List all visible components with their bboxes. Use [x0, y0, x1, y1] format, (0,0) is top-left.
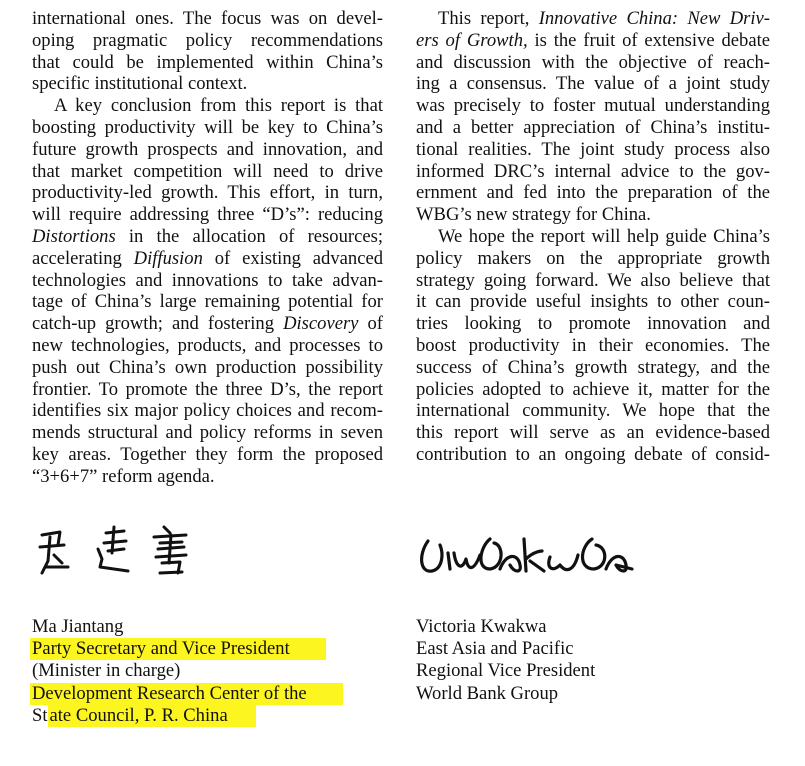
signatory-title: Regional Vice President: [416, 660, 596, 682]
text-line: productivity-led growth. This effort, in turn,: [32, 182, 383, 204]
text-line: and discussion with the objective of reach-: [416, 51, 770, 73]
left-paragraph-1: [32, 8, 383, 95]
italic-term: Discovery: [283, 313, 359, 335]
text-line: tries looking to promote innovation and: [416, 313, 770, 335]
signatory-name: Victoria Kwakwa: [416, 616, 547, 637]
text-line: that market competition will need to drive: [32, 160, 383, 182]
text-line: and a better appreciation of China’s institu-: [416, 116, 770, 138]
left-paragraph-2: [32, 95, 383, 487]
text-line: “3+6+7” reform agenda.: [32, 465, 215, 487]
text-line: that could be implemented within China’s: [32, 51, 383, 73]
text-fragment: is the fruit of extensive debate: [527, 29, 770, 51]
italic-term: Distortions: [32, 225, 116, 247]
text-fragment: of existing advanced: [202, 247, 383, 269]
text-line: tional realities. The joint study process also: [416, 138, 770, 160]
text-line: ernment and fed into the preparation of the: [416, 182, 770, 204]
right-paragraph-1: [416, 8, 770, 226]
text-line: ing a consensus. The value of a joint study: [416, 73, 770, 95]
text-fragment: in the allocation of resources;: [115, 225, 383, 247]
text-line: [32, 248, 383, 270]
text-line: success of China’s growth strategy, and the: [416, 356, 770, 378]
text-line: strategy going forward. We also believe that: [416, 269, 770, 291]
left-text-column: [32, 8, 383, 488]
text-line: international community. We hope that the: [416, 400, 770, 422]
signatory-title-line: [32, 638, 343, 660]
signatory-drc: [32, 616, 343, 727]
text-fragment: This report,: [438, 8, 539, 29]
text-line: A key conclusion from this report is that: [54, 95, 383, 117]
text-line: new technologies, products, and processes to: [32, 334, 383, 356]
text-line: WBG’s new strategy for China.: [416, 204, 651, 226]
text-line: [416, 8, 770, 30]
signatory-org-line: [32, 705, 343, 727]
text-line: boosting productivity will be key to China’s: [32, 116, 383, 138]
right-paragraph-2: [416, 226, 770, 466]
text-line: this report will serve as an evidence-based: [416, 422, 770, 444]
text-line: oping pragmatic policy recommendations: [32, 29, 383, 51]
text-fragment: of: [358, 313, 383, 335]
chinese-signature-image: [28, 515, 198, 585]
text-fragment: catch-up growth; and fostering: [32, 313, 284, 335]
text-line: contribution to an ongoing debate of consid-: [416, 443, 770, 465]
text-line: boost productivity in their economies. The: [416, 334, 770, 356]
text-line: push out China’s own production possibility: [32, 356, 383, 378]
text-line: key areas. Together they form the proposed: [32, 443, 383, 465]
text-line: will require addressing three “D’s”: reducing: [32, 204, 383, 226]
text-line: it can provide useful insights to other coun-: [416, 291, 770, 313]
text-line: mends structural and policy reforms in seven: [32, 422, 383, 444]
italic-term: Diffusion: [133, 247, 203, 269]
text-line: [32, 226, 383, 248]
text-line: policies adopted to achieve it, matter for the: [416, 378, 770, 400]
signatory-note: (Minister in charge): [32, 660, 181, 682]
signatory-org-line: [32, 683, 343, 705]
text-line: was precisely to foster mutual understanding: [416, 95, 770, 117]
text-line: identifies six major policy choices and recom-: [32, 400, 383, 422]
text-line: [32, 313, 383, 335]
text-line: [416, 30, 770, 52]
report-title: Innovative China: New Driv-: [538, 8, 770, 29]
text-line: specific institutional context.: [32, 73, 248, 95]
english-signature-image: [410, 525, 710, 585]
highlighted-title: Party Secretary and Vice President: [30, 638, 326, 660]
text-line: policy makers on the appropriate growth: [416, 247, 770, 269]
signatory-name: Ma Jiantang: [32, 616, 124, 637]
text-fragment: accelerating: [32, 247, 134, 269]
text-line: frontier. To promote the three D’s, the report: [32, 378, 383, 400]
signatory-region: East Asia and Pacific: [416, 638, 574, 660]
highlighted-org: ate Council, P. R. China: [48, 705, 256, 727]
text-line: informed DRC’s internal advice to the gov-: [416, 160, 770, 182]
text-line: future growth prospects and innovation, and: [32, 138, 383, 160]
text-fragment: St: [32, 704, 48, 726]
text-line: technologies and innovations to take advan-: [32, 269, 383, 291]
text-line: We hope the report will help guide China’s: [438, 225, 770, 247]
right-text-column: [416, 8, 770, 466]
text-line: tage of China’s large remaining potential for: [32, 291, 383, 313]
signatory-worldbank: [416, 616, 595, 705]
signatory-org: World Bank Group: [416, 682, 559, 704]
report-title: ers of Growth,: [416, 29, 528, 51]
text-line: international ones. The focus was on devel-: [32, 8, 383, 29]
highlighted-org: Development Research Center of the: [30, 683, 343, 705]
